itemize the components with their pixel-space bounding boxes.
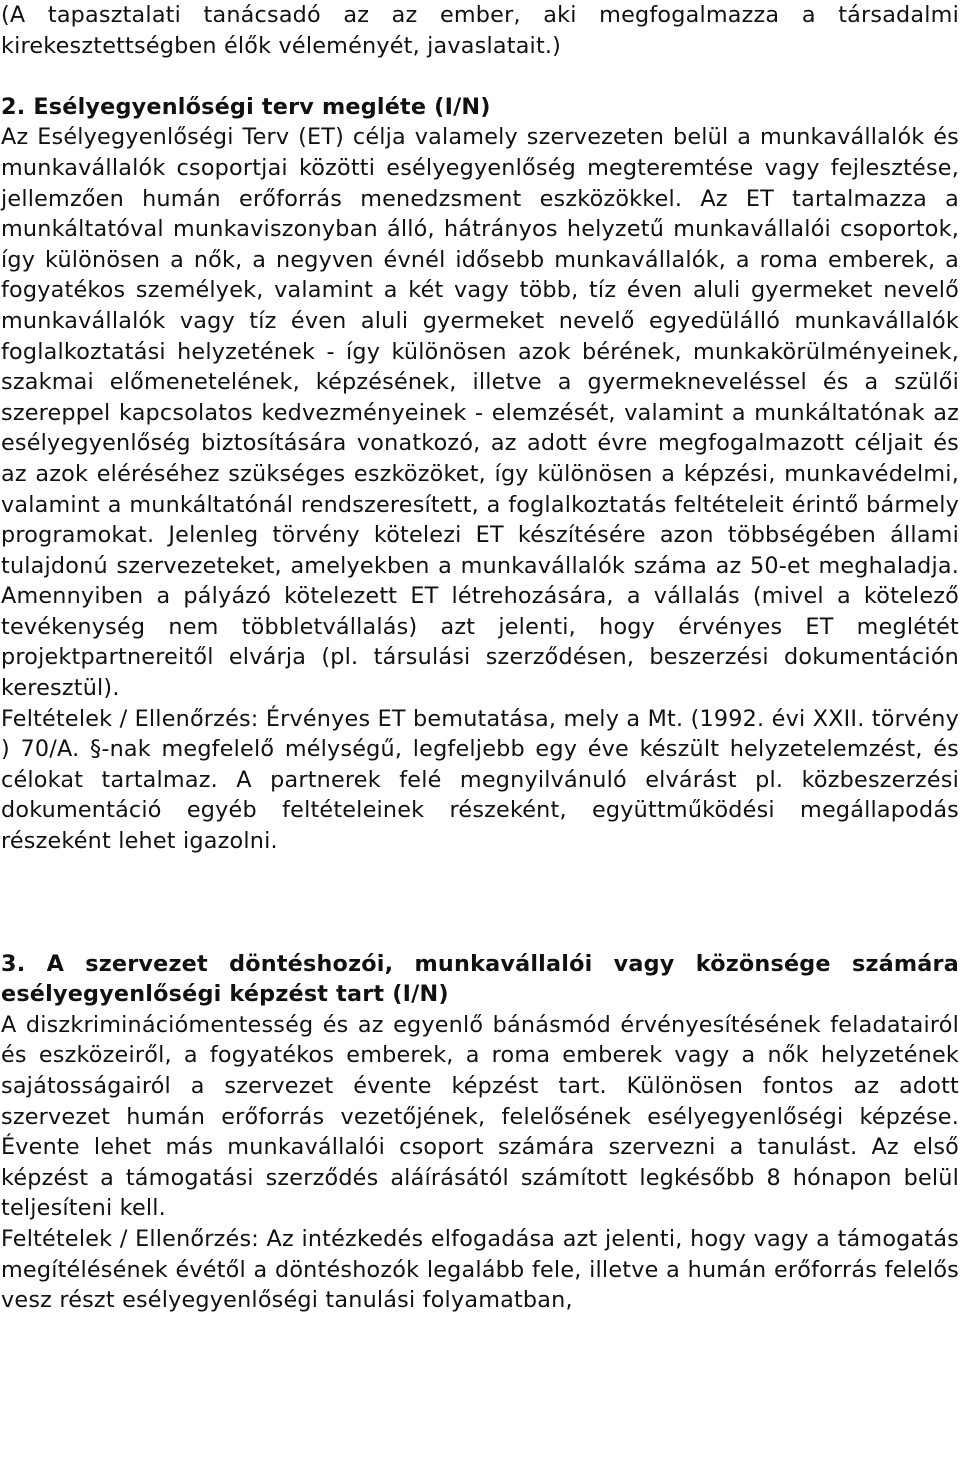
section-3-body: A diszkriminációmentesség és az egyenlő bánásmód érvényesítésének feladatairól és eszközeiről, a fogyatékos emberek, a roma emberek vagy a nők helyzetének sajátosságairól a szervezet évente képzést tart. Különösen fontos az adott szervezet humán erőforrás vezetőjének, felelősének esélyegyenlőségi képzése. Évente lehet más munkavállalói csoport számára szervezni a tanulást. Az első képzést a támogatási szerződés aláírásától számított legkésőbb 8 hónapon belül teljesíteni kell.	[1, 1011, 959, 1222]
intro-note: (A tapasztalati tanácsadó az az ember, aki megfogalmazza a társadalmi kirekesztettségben élők véleményét, javaslatait.)	[1, 2, 959, 59]
section-2-body: Az Esélyegyenlőségi Terv (ET) célja valamely szervezeten belül a munkavállalók és munkavállalók csoportjai közötti esélyegyenlőség megteremtése vagy fejlesztése, jellemzően humán erőforrás menedzsment eszközökkel. Az ET tartalmazza a munkáltatóval munkaviszonyban álló, hátrányos helyzetű munkavállalói csoportok, így különösen a nők, a negyven évnél idősebb munkavállalók, a roma emberek, a fogyatékos személyek, valamint a két vagy több, tíz éven aluli gyermeket nevelő munkavállalók vagy tíz éven aluli gyermeket nevelő egyedülálló munkavállalók foglalkoztatási helyzetének - így különösen azok bérének, munkakörülményeinek, szakmai előmenetelének, képzésének, illetve a gyermekneveléssel és a szülői szereppel kapcsolatos kedvezményeinek - elemzését, valamint a munkáltatónak az esélyegyenlőség biztosítására vonatkozó, az adott évre megfogalmazott céljait és az azok eléréséhez szükséges eszközöket, így különösen a képzési, munkavédelmi, valamint a munkáltatónál rendszeresített, a foglalkoztatás feltételeit érintő bármely programokat. Jelenleg törvény kötelezi ET készítésére azon többségében állami tulajdonú szervezeteket, amelyekben a munkavállalók száma az 50-et meghaladja. Amennyiben a pályázó kötelezett ET létrehozására, a vállalás (mivel a kötelező tevékenység nem többletvállalás) azt jelenti, hogy érvényes ET meglétét projektpartnereitől elvárja (pl. társulási szerződésen, beszerzési dokumentáción keresztül).	[1, 124, 959, 702]
section-3-conditions: Feltételek / Ellenőrzés: Az intézkedés elfogadása azt jelenti, hogy vagy a támogatás megítélésének évétől a döntéshozók legalább fele, illetve a humán erőforrás felelős vesz részt esélyegyenlőségi tanulási folyamatban,	[1, 1225, 959, 1314]
section-3-heading: 3. A szervezet döntéshozói, munkavállalói vagy közönsége számára esélyegyenlőségi képzést tart (I/N)	[1, 950, 959, 1008]
spacer	[1, 857, 959, 949]
section-2-heading: 2. Esélyegyenlőségi terv megléte (I/N)	[1, 93, 491, 120]
section-2-conditions: Feltételek / Ellenőrzés: Érvényes ET bemutatása, mely a Mt. (1992. évi XXII. törvény ) 70/A. §-nak megfelelő mélységű, legfeljebb egy éve készült helyzetelemzést, és célokat tartalmaz. A partnerek felé megnyilvánuló elvárást pl. közbeszerzési dokumentáció egyéb feltételeinek részeként, együttműködési megállapodás részeként lehet igazolni.	[1, 705, 959, 855]
spacer	[1, 61, 959, 92]
